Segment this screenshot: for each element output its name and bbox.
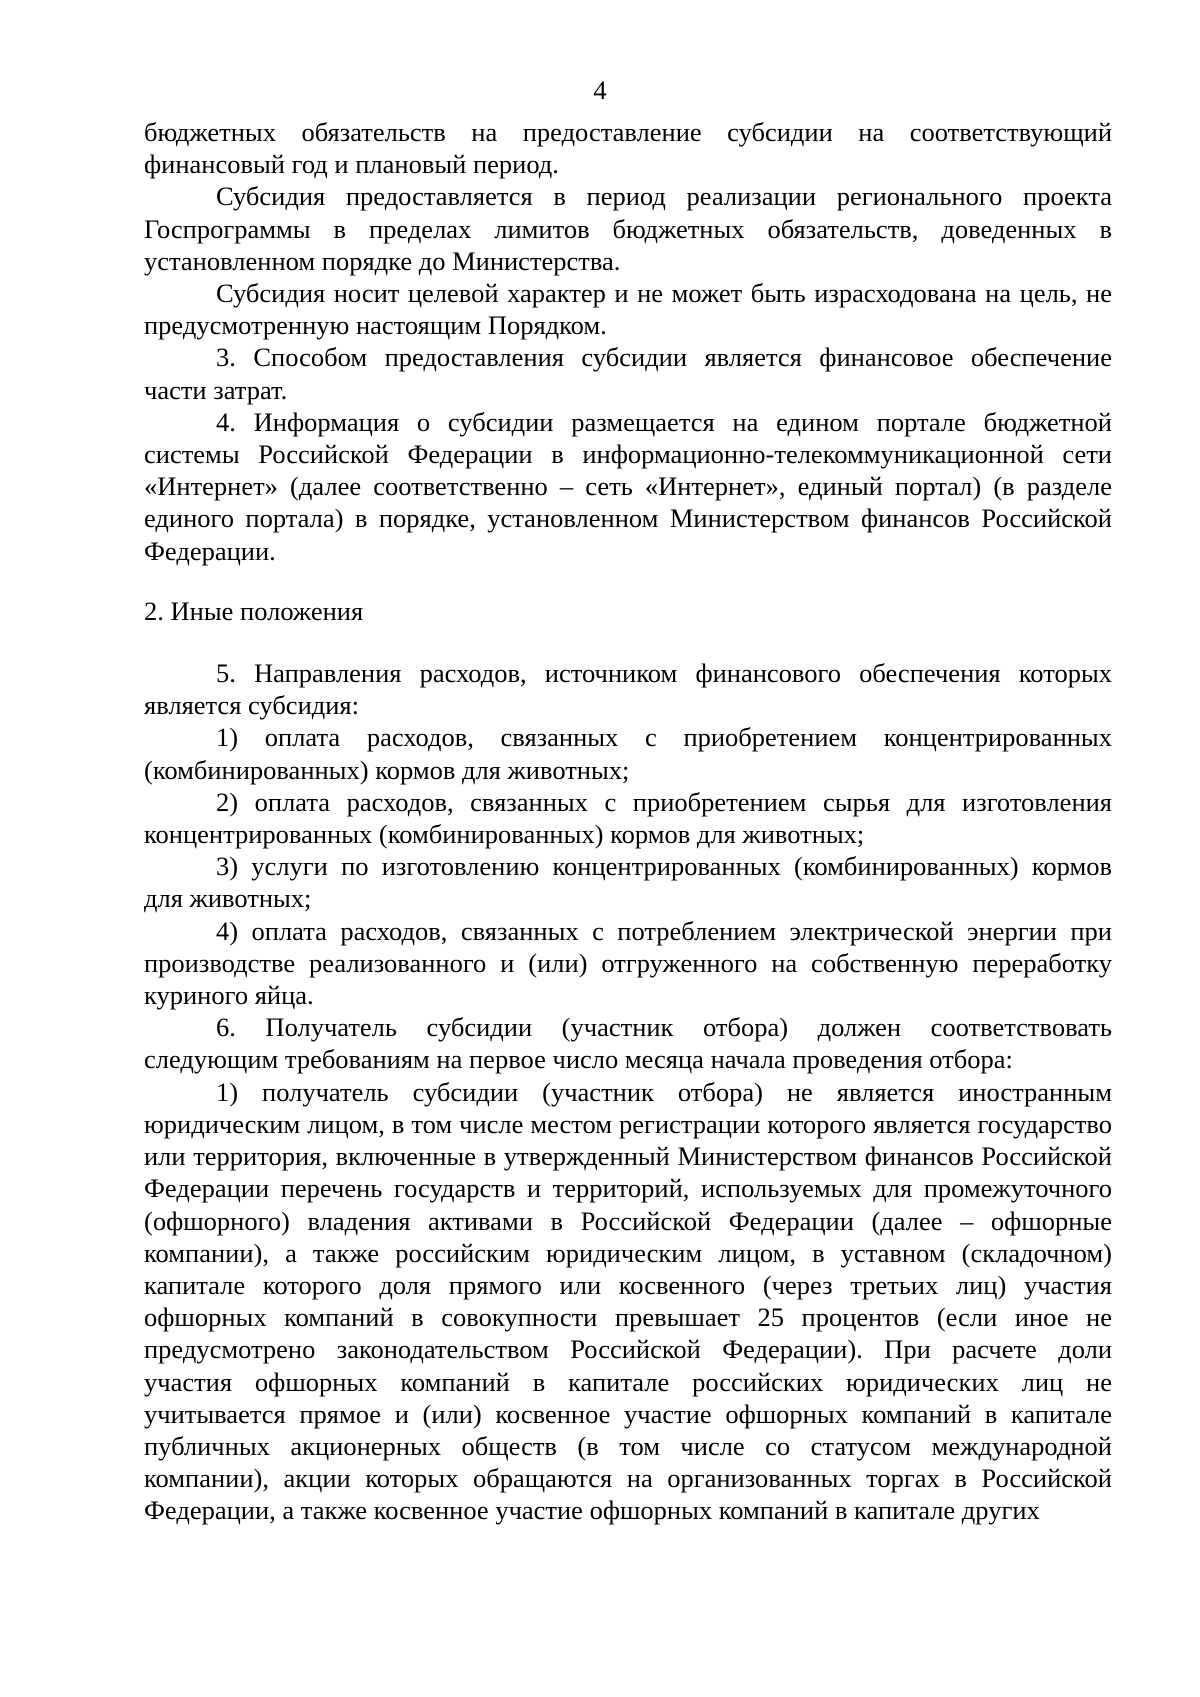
paragraph-subsidy-period: Субсидия предоставляется в период реализации регионального проекта Госпрограммы в пределах лимитов бюджетных обязательств, доведенных в установленном порядке до Министерства. bbox=[144, 181, 1112, 276]
paragraph-item-6: 6. Получатель субсидии (участник отбора) должен соответствовать следующим требованиям на первое число месяца начала проведения отбора: bbox=[144, 1012, 1112, 1075]
paragraph-item-5-3: 3) услуги по изготовлению концентрированных (комбинированных) кормов для животных; bbox=[144, 851, 1112, 914]
paragraph-subsidy-purpose: Субсидия носит целевой характер и не может быть израсходована на цель, не предусмотренную настоящим Порядком. bbox=[144, 278, 1112, 341]
paragraph-item-3: 3. Способом предоставления субсидии является финансовое обеспечение части затрат. bbox=[144, 342, 1112, 405]
page-number: 4 bbox=[593, 75, 607, 105]
paragraph-item-6-1: 1) получатель субсидии (участник отбора) не является иностранным юридическим лицом, в том числе местом регистрации которого является государство или территория, включенные в утвержденный Министерством финансов Российской Федерации перечень государств и территорий, используемых для промежуточного (офшорного) владения активами в Российской Федерации (далее – офшорные компании), а также российским юридическим лицом, в уставном (складочном) капитале которого доля прямого или косвенного (через третьих лиц) участия офшорных компаний в совокупности превышает 25 процентов (если иное не предусмотрено законодательством Российской Федерации). При расчете доли участия офшорных компаний в капитале российских юридических лиц не учитывается прямое и (или) косвенное участие офшорных компаний в капитале публичных акционерных обществ (в том числе со статусом международной компании), акции которых обращаются на организованных торгах в Российской Федерации, а также косвенное участие офшорных компаний в капитале других bbox=[144, 1076, 1112, 1526]
section-heading: 2. Иные положения bbox=[144, 595, 364, 626]
paragraph-item-5-4: 4) оплата расходов, связанных с потреблением электрической энергии при производстве реализованного и (или) отгруженного на собственную переработку куриного яйца. bbox=[144, 915, 1112, 1011]
paragraph-item-5-1: 1) оплата расходов, связанных с приобретением концентрированных (комбинированных) кормов для животных; bbox=[144, 722, 1112, 785]
paragraph-item-5-2: 2) оплата расходов, связанных с приобретением сырья для изготовления концентрированных (комбинированных) кормов для животных; bbox=[144, 786, 1112, 850]
paragraph-item-5: 5. Направления расходов, источником финансового обеспечения которых является субсидия: bbox=[144, 658, 1112, 721]
document-body bbox=[144, 116, 1112, 1527]
paragraph-item-4: 4. Информация о субсидии размещается на едином портале бюджетной системы Российской Федерации в информационно-телекоммуникационной сети «Интернет» (далее соответственно – сеть «Интернет», единый портал) (в разделе единого портала) в порядке, установленном Министерством финансов Российской Федерации. bbox=[144, 406, 1112, 566]
paragraph-continuation: бюджетных обязательств на предоставление субсидии на соответствующий финансовый год и плановый период. bbox=[144, 117, 1112, 180]
